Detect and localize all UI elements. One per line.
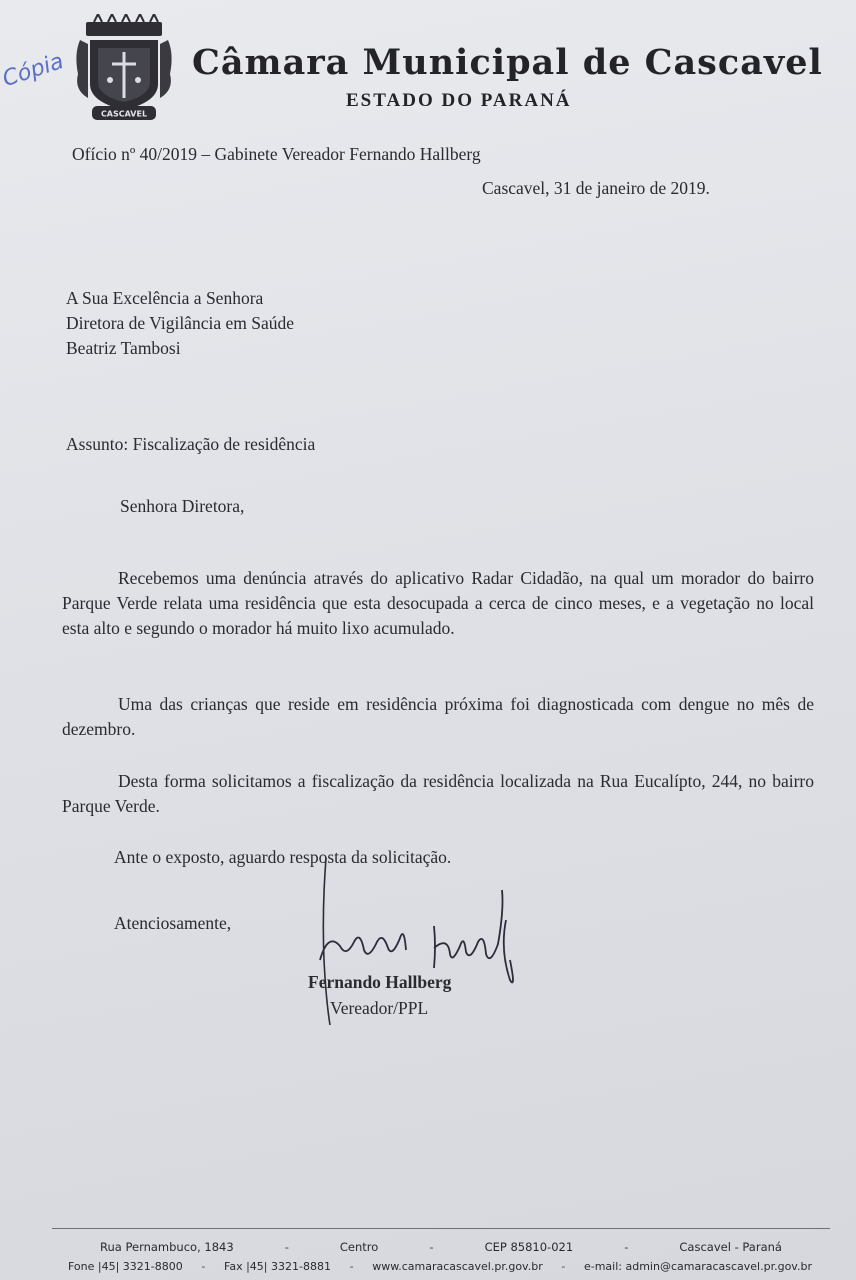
footer-phone: Fone |45| 3321-8800 xyxy=(68,1260,183,1273)
recipient-line: Diretora de Vigilância em Saúde xyxy=(66,313,294,333)
body-paragraph: Desta forma solicitamos a fiscalização da residência localizada na Rua Eucalípto, 244, no bairro Parque Verde. xyxy=(62,771,814,816)
footer-divider xyxy=(52,1228,830,1229)
footer-separator: - xyxy=(429,1240,434,1254)
signer-role: Vereador/PPL xyxy=(330,998,429,1018)
greeting: Senhora Diretora, xyxy=(120,496,245,516)
recipient-line: Beatriz Tambosi xyxy=(66,338,181,358)
footer-separator: - xyxy=(349,1260,354,1273)
footer-fax: Fax |45| 3321-8881 xyxy=(224,1260,331,1273)
footer-website: www.camaracascavel.pr.gov.br xyxy=(372,1260,543,1273)
footer-street: Rua Pernambuco, 1843 xyxy=(100,1240,234,1254)
subject-line: Assunto: Fiscalização de residência xyxy=(66,434,316,454)
footer-separator: - xyxy=(561,1260,566,1273)
state-name: ESTADO DO PARANÁ xyxy=(346,90,572,111)
body-paragraph: Ante o exposto, aguardo resposta da solicitação. xyxy=(114,847,452,867)
footer-separator: - xyxy=(284,1240,289,1254)
recipient-block xyxy=(66,286,294,361)
signer-name: Fernando Hallberg xyxy=(308,972,452,992)
coat-label: CASCAVEL xyxy=(100,109,148,119)
org-name: Câmara Municipal de Cascavel xyxy=(192,42,823,83)
footer-separator: - xyxy=(201,1260,206,1273)
footer-district: Centro xyxy=(339,1240,379,1254)
coat-of-arms-icon xyxy=(72,14,176,124)
letter-date: Cascavel, 31 de janeiro de 2019. xyxy=(482,178,710,198)
copy-stamp: Cópia xyxy=(0,48,67,93)
recipient-line: A Sua Excelência a Senhora xyxy=(66,288,264,308)
body-paragraph: Recebemos uma denúncia através do aplicativo Radar Cidadão, na qual um morador do bairro Parque Verde relata uma residência que esta desocupada a cerca de cinco meses, e a vegetação no local esta alto e segundo o morador há muito lixo acumulado. xyxy=(62,568,814,638)
footer-address xyxy=(100,1240,782,1254)
closing: Atenciosamente, xyxy=(114,913,232,933)
footer-contact xyxy=(68,1260,812,1273)
body-paragraph: Uma das crianças que reside em residência próxima foi diagnosticada com dengue no mês de dezembro. xyxy=(62,694,814,739)
officio-reference: Ofício nº 40/2019 – Gabinete Vereador Fernando Hallberg xyxy=(72,144,481,164)
footer-city: Cascavel - Paraná xyxy=(679,1240,782,1254)
footer-cep: CEP 85810-021 xyxy=(484,1240,574,1254)
footer-separator: - xyxy=(624,1240,629,1254)
footer-email: e-mail: admin@camaracascavel.pr.gov.br xyxy=(583,1260,812,1273)
